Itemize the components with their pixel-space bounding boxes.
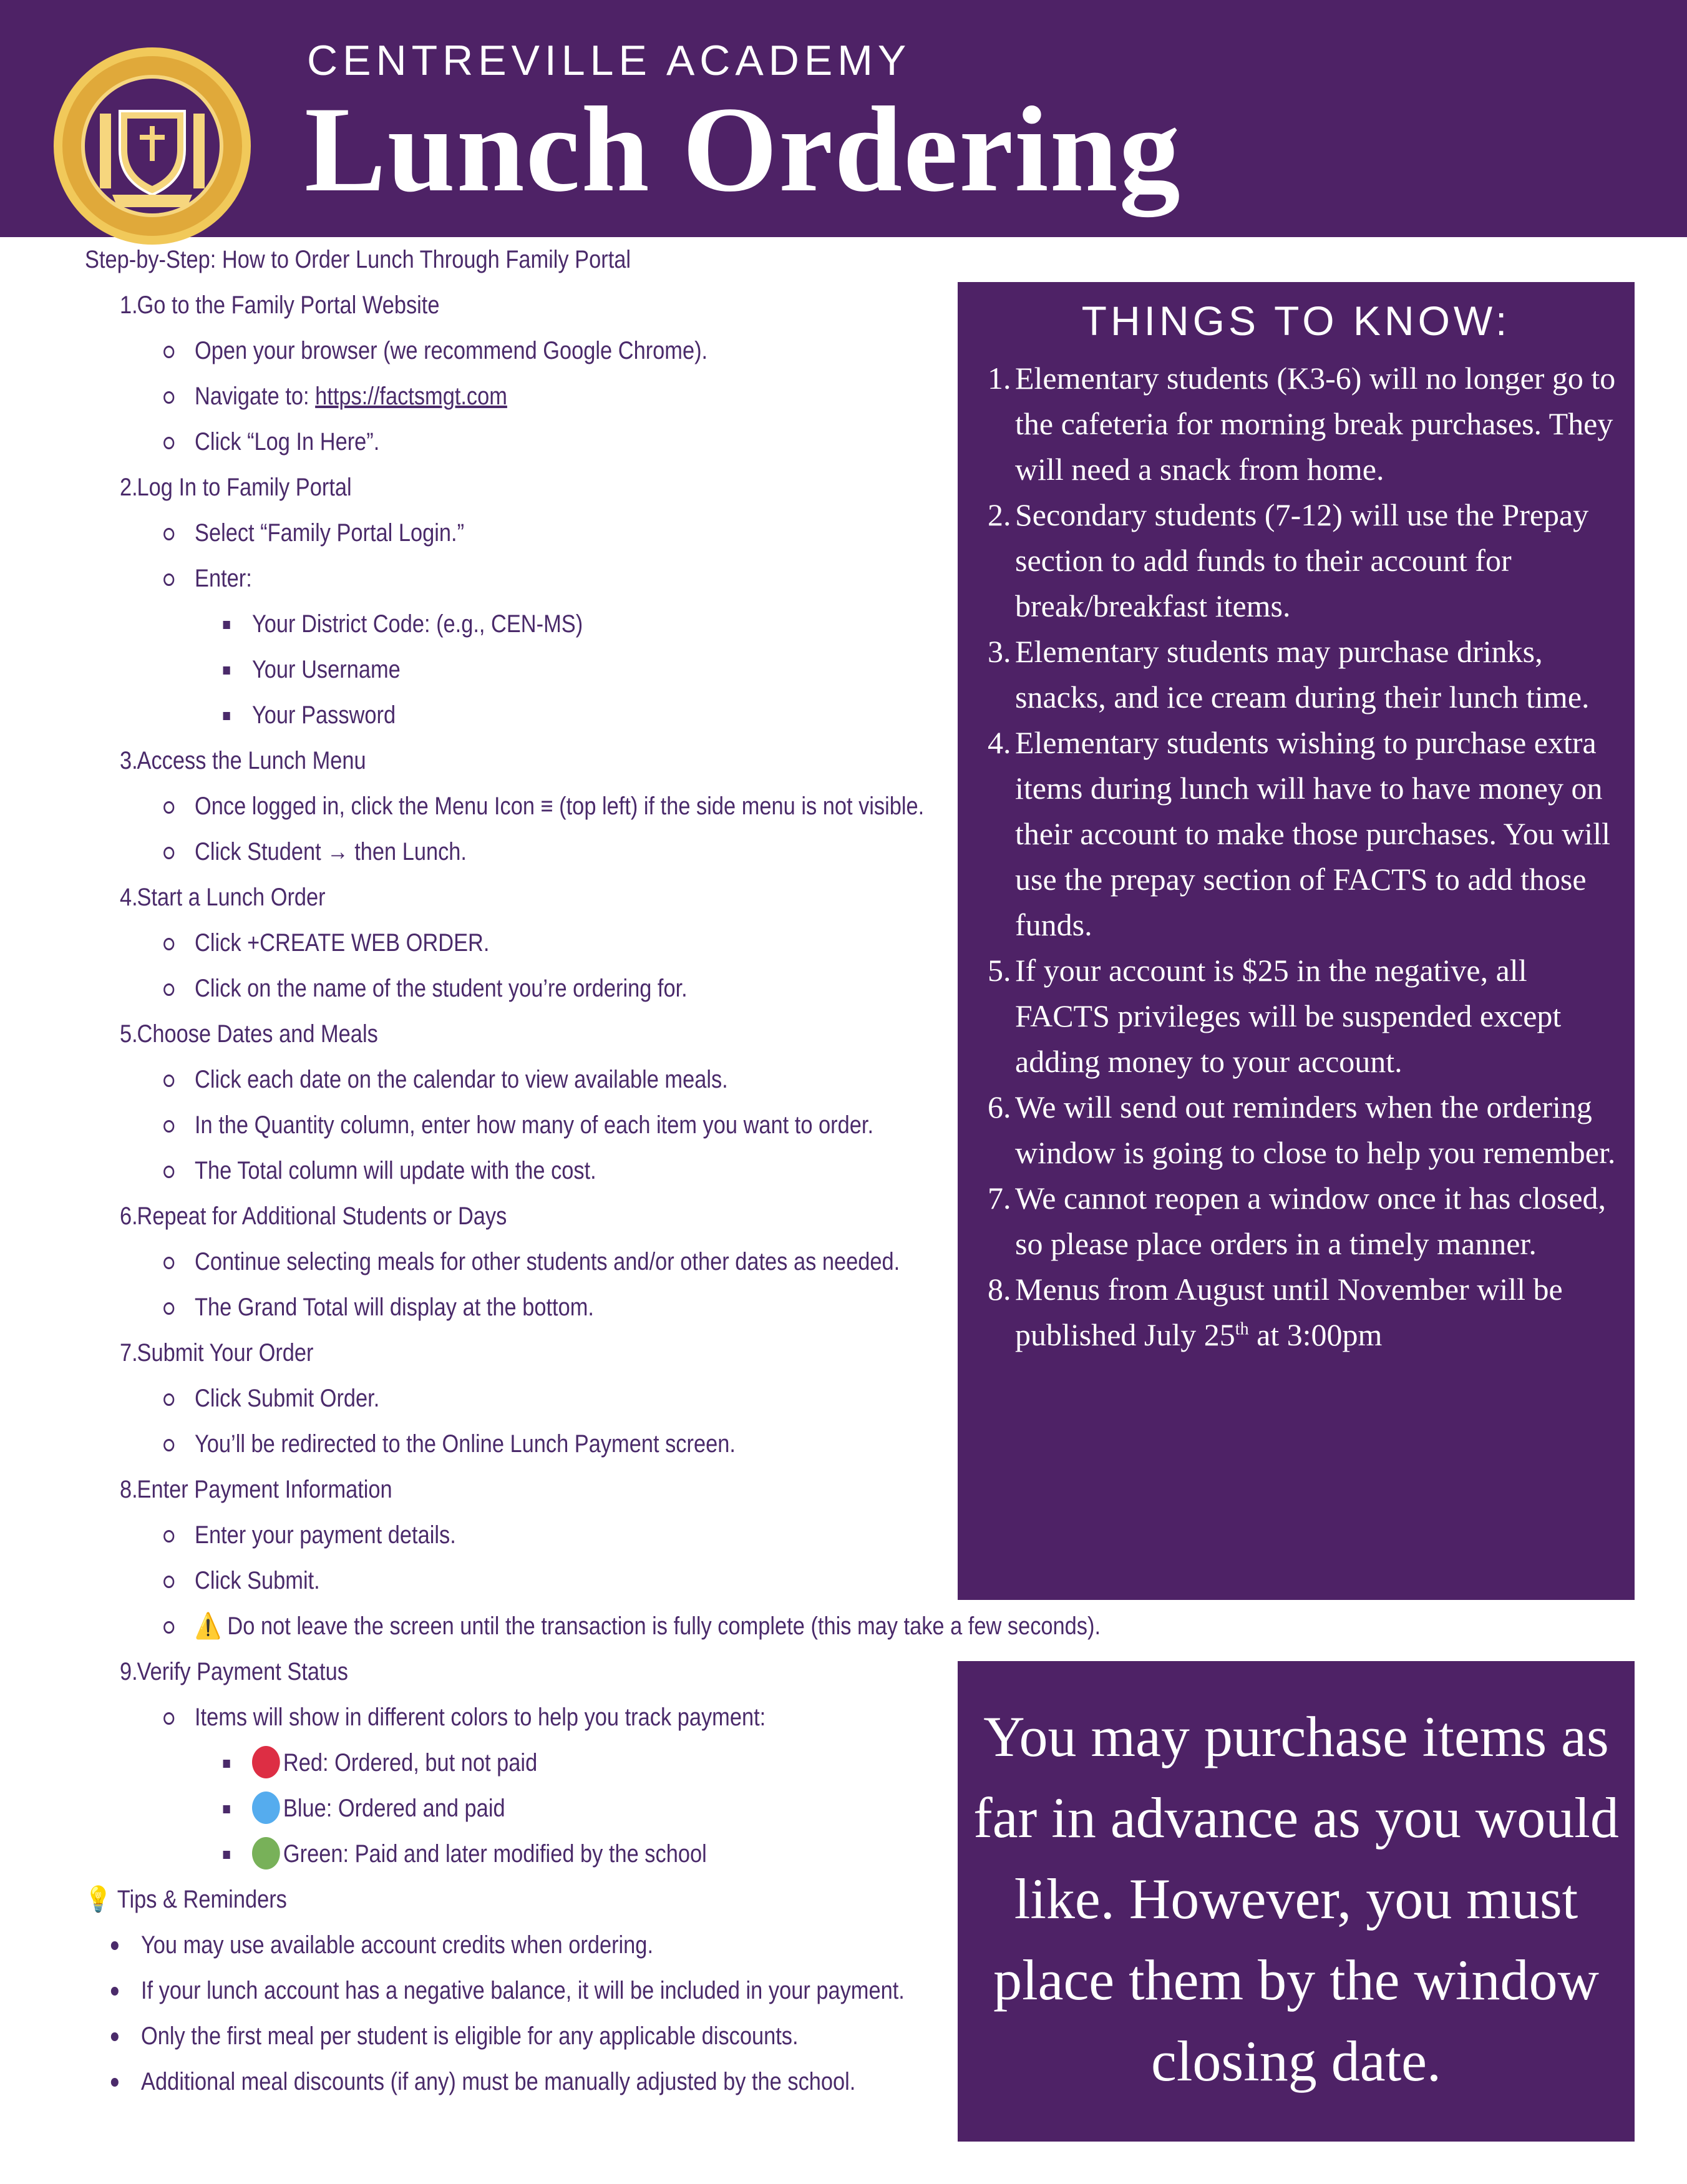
blue-circle-icon (252, 1792, 280, 1824)
item-number: 2. (988, 497, 1011, 532)
step-5c: The Total column will update with the cost. (195, 1148, 596, 1194)
item-number: 6. (988, 1090, 1011, 1124)
step-4b: Click on the name of the student you’re ordering for. (195, 966, 688, 1012)
status-green-label: Green: Paid and later modified by the school (283, 1840, 707, 1868)
step-7b: You’ll be redirected to the Online Lunch Payment screen. (195, 1421, 736, 1467)
header-banner (0, 0, 1687, 237)
tip-2: If your lunch account has a negative balance, it will be included in your payment. (141, 1968, 905, 2014)
red-circle-icon (252, 1746, 280, 1778)
step-3a (195, 784, 924, 829)
step-7-title (120, 1330, 314, 1376)
step-6-title (120, 1194, 507, 1239)
arrow-right-icon: → (327, 838, 349, 865)
tip-1: You may use available account credits when ordering. (141, 1923, 653, 1968)
step-number: 2. (120, 474, 138, 501)
step-title: Verify Payment Status (137, 1658, 348, 1685)
tip-4: Additional meal discounts (if any) must be manually adjusted by the school. (141, 2059, 855, 2105)
step-6a: Continue selecting meals for other students and/or other dates as needed. (195, 1239, 900, 1285)
status-blue (252, 1786, 505, 1831)
step-title: Go to the Family Portal Website (137, 291, 440, 319)
step-number: 3. (120, 747, 138, 774)
step-5a: Click each date on the calendar to view available meals. (195, 1057, 728, 1103)
step-title: Start a Lunch Order (137, 884, 326, 911)
step-4-title (120, 875, 326, 920)
advance-purchase-notice: You may purchase items as far in advance as you would like. However, you must place them by the window closing date. (958, 1661, 1635, 2142)
step-2b2: Your Username (252, 647, 401, 693)
item-number: 4. (988, 725, 1011, 760)
item-text: Elementary students may purchase drinks, snacks, and ice cream during their lunch time. (1015, 634, 1590, 714)
step-number: 9. (120, 1658, 138, 1685)
step-3b (195, 829, 467, 875)
step-1-title (120, 283, 440, 328)
step-number: 1. (120, 291, 138, 319)
status-blue-label: Blue: Ordered and paid (283, 1795, 505, 1822)
things-item (988, 1176, 1618, 1267)
step-2a: Select “Family Portal Login.” (195, 510, 464, 556)
warning-text: Do not leave the screen until the transaction is fully complete (this may take a few seconds). (227, 1612, 1101, 1640)
step-number: 8. (120, 1476, 138, 1503)
step-number: 6. (120, 1202, 138, 1230)
crest-shield-icon (62, 56, 242, 236)
item-text: Elementary students wishing to purchase extra items during lunch will have to have money on their account to make those purchases. You will use the prepay section of FACTS to add those funds. (1015, 725, 1610, 942)
item-text: Secondary students (7-12) will use the Prepay section to add funds to their account for break/breakfast items. (1015, 497, 1589, 623)
step-1c: Click “Log In Here”. (195, 419, 379, 465)
item-number: 8. (988, 1272, 1011, 1307)
item-text: We will send out reminders when the ordering window is going to close to help you remember. (1015, 1090, 1616, 1170)
step-5b: In the Quantity column, enter how many of each item you want to order. (195, 1103, 873, 1148)
step-5-title (120, 1012, 378, 1057)
step-text: then Lunch. (348, 838, 467, 865)
step-8a: Enter your payment details. (195, 1513, 456, 1558)
step-1a: Open your browser (we recommend Google Chrome). (195, 328, 707, 374)
item-text: Menus from August until November will be published July 25 (1015, 1272, 1563, 1352)
step-9-title (120, 1649, 348, 1695)
things-item (988, 1267, 1618, 1358)
things-to-know-box (958, 282, 1635, 1600)
facts-website-link[interactable]: https://factsmgt.com (315, 383, 507, 410)
step-3-title (120, 738, 366, 784)
item-number: 3. (988, 634, 1011, 669)
step-number: 4. (120, 884, 138, 911)
item-number: 5. (988, 953, 1011, 988)
ordinal-suffix: th (1235, 1319, 1249, 1339)
item-text: If your account is $25 in the negative, all FACTS privileges will be suspended except adding money to your account. (1015, 953, 1562, 1079)
step-2-title (120, 465, 352, 510)
status-red (252, 1740, 537, 1786)
things-item (988, 492, 1618, 629)
step-text: Click Student (195, 838, 328, 865)
item-text-end: at 3:00pm (1248, 1317, 1383, 1352)
item-number: 1. (988, 361, 1011, 396)
step-title: Repeat for Additional Students or Days (137, 1202, 507, 1230)
step-title: Enter Payment Information (137, 1476, 392, 1503)
step-8c (195, 1604, 1101, 1649)
step-title: Submit Your Order (137, 1339, 314, 1367)
green-circle-icon (252, 1837, 280, 1870)
things-to-know-list (988, 356, 1618, 1358)
step-text: Once logged in, click the Menu Icon (195, 792, 541, 820)
status-red-label: Red: Ordered, but not paid (283, 1749, 538, 1777)
tips-heading: Tips & Reminders (117, 1886, 287, 1913)
menu-icon: ≡ (540, 792, 553, 820)
step-2b: Enter: (195, 556, 252, 602)
academy-name: CENTREVILLE ACADEMY (307, 37, 912, 84)
steps-intro: Step-by-Step: How to Order Lunch Through Family Portal (85, 246, 631, 273)
things-item (988, 629, 1618, 720)
step-6b: The Grand Total will display at the bottom. (195, 1285, 594, 1330)
step-text: (top left) if the side menu is not visible. (553, 792, 925, 820)
status-green (252, 1831, 707, 1877)
step-9a: Items will show in different colors to help you track payment: (195, 1695, 766, 1740)
step-8-title (120, 1467, 392, 1513)
item-text: We cannot reopen a window once it has closed, so please place orders in a timely manner. (1015, 1181, 1607, 1261)
step-7a: Click Submit Order. (195, 1376, 379, 1421)
warning-icon: ⚠️ (195, 1612, 221, 1640)
step-title: Choose Dates and Meals (137, 1020, 378, 1048)
navigate-label: Navigate to: (195, 383, 316, 410)
tip-3: Only the first meal per student is eligible for any applicable discounts. (141, 2014, 799, 2059)
step-number: 5. (120, 1020, 138, 1048)
step-2b3: Your Password (252, 693, 396, 738)
step-title: Log In to Family Portal (137, 474, 352, 501)
item-number: 7. (988, 1181, 1011, 1216)
things-item (988, 356, 1618, 492)
step-number: 7. (120, 1339, 138, 1367)
things-item (988, 948, 1618, 1085)
step-1b (195, 374, 507, 419)
step-2b1: Your District Code: (e.g., CEN-MS) (252, 602, 583, 647)
step-8b: Click Submit. (195, 1558, 320, 1604)
step-4a: Click +CREATE WEB ORDER. (195, 920, 489, 966)
page-title: Lunch Ordering (304, 82, 1182, 217)
academy-seal-logo (54, 47, 251, 245)
item-text: Elementary students (K3-6) will no longer go to the cafeteria for morning break purchases. They will need a snack from home. (1015, 361, 1616, 487)
tips-title (85, 1877, 287, 1923)
step-title: Access the Lunch Menu (137, 747, 366, 774)
things-item (988, 1085, 1618, 1176)
things-item (988, 720, 1618, 948)
lightbulb-icon: 💡 (85, 1886, 112, 1913)
things-to-know-title: THINGS TO KNOW: (1081, 298, 1511, 344)
